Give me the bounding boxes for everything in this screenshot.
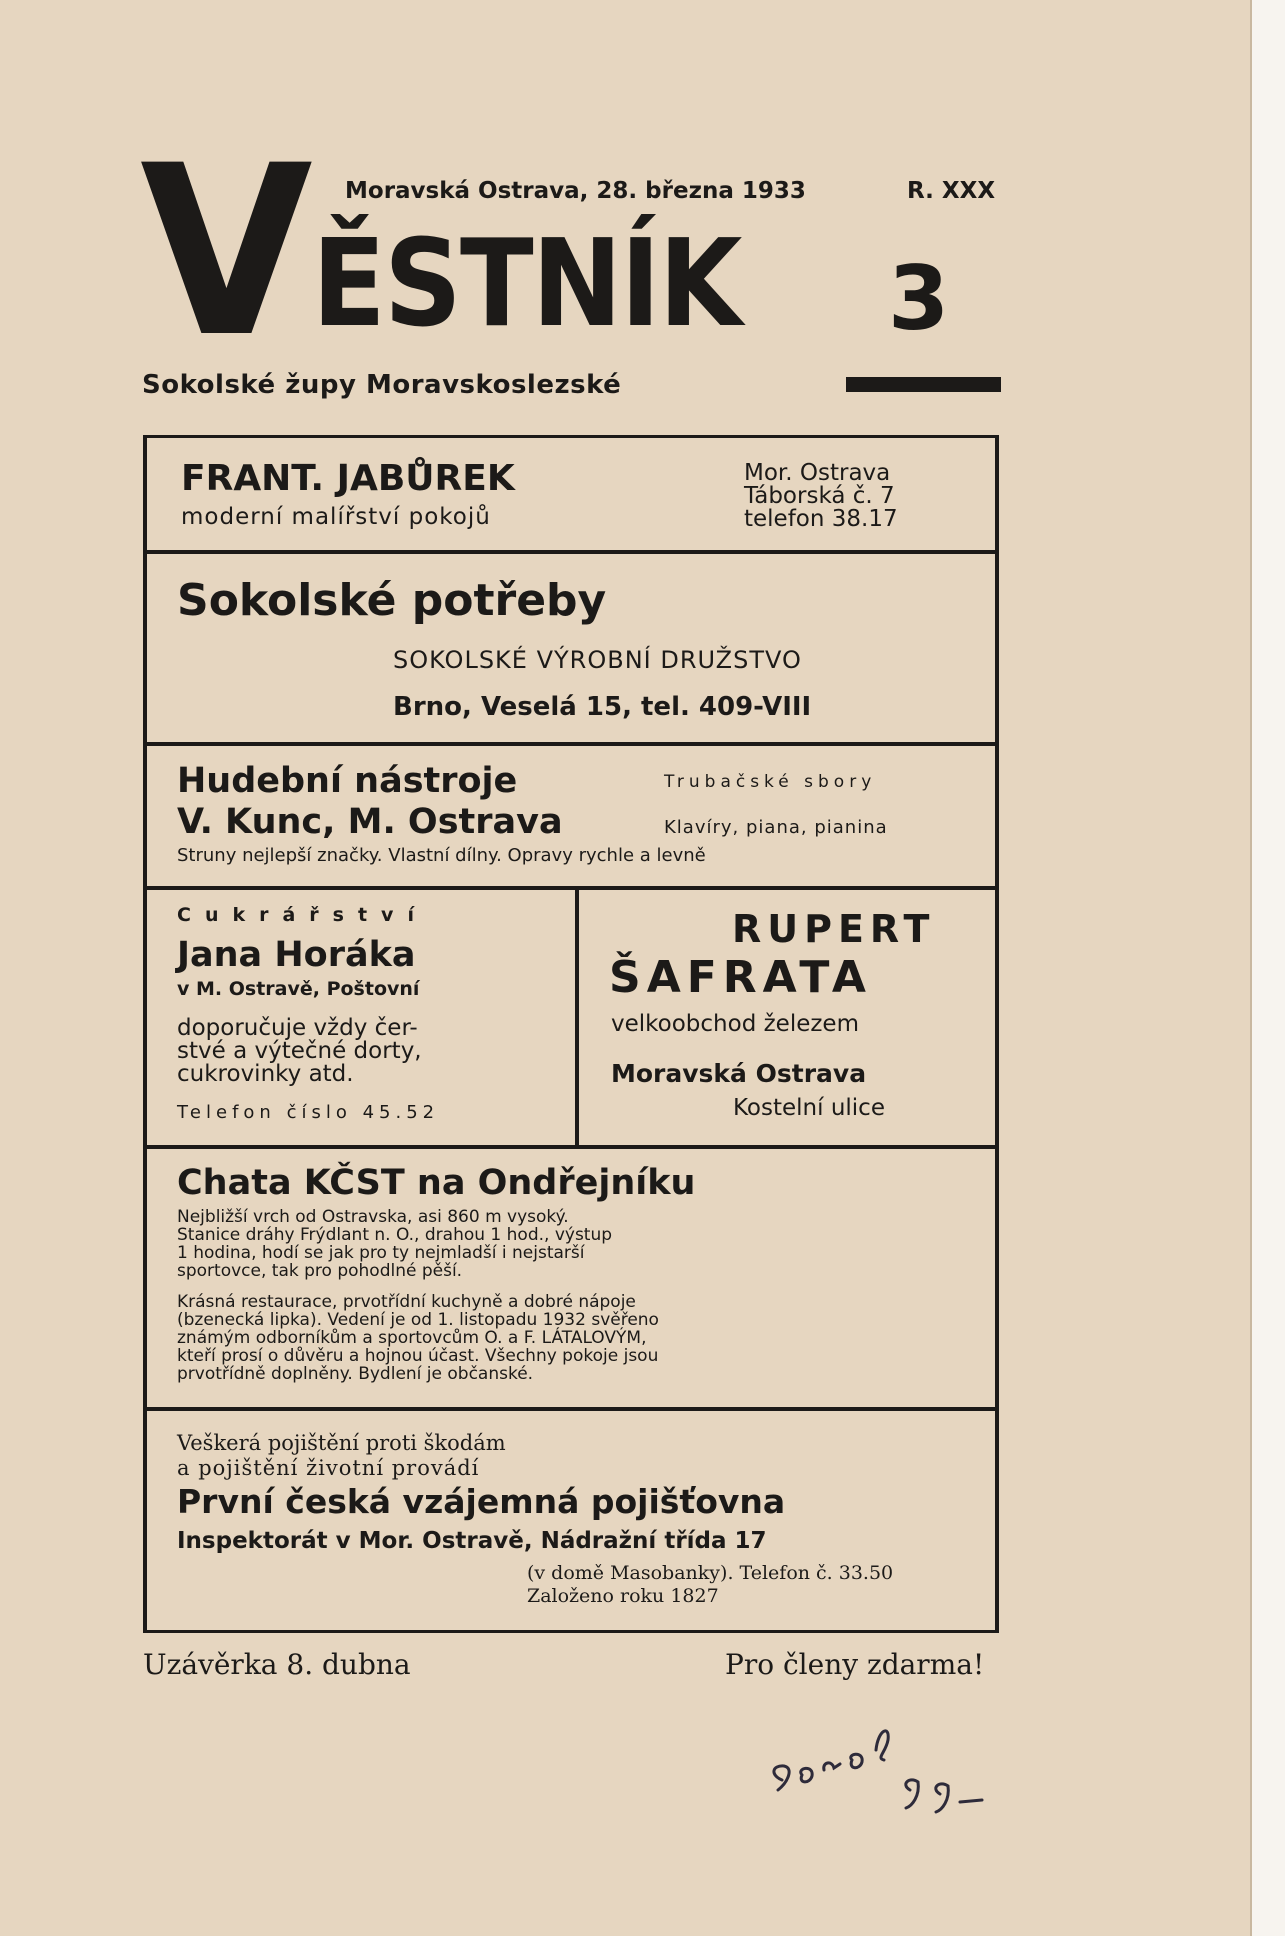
column-divider bbox=[575, 890, 579, 1145]
pojistovna-line1: Veškerá pojištění proti škodám bbox=[177, 1431, 506, 1455]
handwritten-text: Sokol 99- bbox=[760, 1720, 765, 1721]
subtitle: Sokolské župy Moravskoslezské bbox=[142, 370, 622, 400]
chata-p1-line: Stanice dráhy Frýdlant n. O., drahou 1 hod., výstup bbox=[177, 1225, 613, 1245]
horak-line2: stvé a výtečné dorty, bbox=[177, 1038, 422, 1064]
kunc-tag-klaviry: Klavíry, piana, pianina bbox=[664, 817, 888, 838]
title-initial: V bbox=[140, 116, 313, 389]
safrata-name1: RUPERT bbox=[732, 907, 936, 951]
pojistovna-founded: Založeno roku 1827 bbox=[527, 1585, 719, 1607]
advertisement-frame bbox=[143, 435, 999, 1633]
potreby-company: SOKOLSKÉ VÝROBNÍ DRUŽSTVO bbox=[393, 646, 802, 674]
dateline: Moravská Ostrava, 28. března 1933 bbox=[345, 178, 806, 204]
divider bbox=[147, 550, 995, 554]
divider bbox=[147, 1145, 995, 1149]
chata-p1-line: sportovce, tak pro pohodlné pěší. bbox=[177, 1261, 463, 1281]
kunc-tag-sbory: Trubačské sbory bbox=[664, 772, 877, 792]
jaburek-city: Mor. Ostrava bbox=[744, 460, 891, 486]
chata-p1-line: Nejbližší vrch od Ostravska, asi 860 m vysoký. bbox=[177, 1207, 569, 1227]
pojistovna-address: Inspektorát v Mor. Ostravě, Nádražní třída 17 bbox=[177, 1528, 767, 1554]
safrata-name2: ŠAFRATA bbox=[609, 952, 872, 1003]
horak-line1: doporučuje vždy čer- bbox=[177, 1015, 418, 1041]
chata-p2-line: prvotřídně doplněny. Bydlení je občanské. bbox=[177, 1364, 534, 1384]
horak-name: Jana Horáka bbox=[177, 935, 416, 975]
safrata-trade: velkoobchod železem bbox=[611, 1011, 859, 1037]
chata-p2-line: kteří prosí o důvěru a hojnou účast. Všechny pokoje jsou bbox=[177, 1346, 659, 1366]
jaburek-trade: moderní malířství pokojů bbox=[181, 504, 491, 530]
kunc-heading: Hudební nástroje bbox=[177, 761, 518, 801]
deadline-note: Uzávěrka 8. dubna bbox=[143, 1648, 411, 1681]
title-text: ĚSTNÍK bbox=[312, 215, 741, 354]
potreby-address: Brno, Veselá 15, tel. 409-VIII bbox=[393, 692, 812, 722]
scan-background bbox=[1252, 0, 1285, 1936]
horak-line3: cukrovinky atd. bbox=[177, 1061, 354, 1087]
kunc-name: V. Kunc, M. Ostrava bbox=[177, 802, 563, 842]
volume-label: R. XXX bbox=[907, 178, 996, 204]
divider bbox=[147, 742, 995, 746]
divider bbox=[147, 1407, 995, 1411]
jaburek-street: Táborská č. 7 bbox=[744, 483, 895, 509]
chata-p2-line: Krásná restaurace, prvotřídní kuchyně a dobré nápoje bbox=[177, 1292, 636, 1312]
chata-p2-line: (bzenecká lipka). Vedení je od 1. listopadu 1932 svěřeno bbox=[177, 1310, 659, 1330]
potreby-heading: Sokolské potřeby bbox=[177, 575, 607, 626]
jaburek-name: FRANT. JABŮREK bbox=[181, 458, 515, 499]
issue-number: 3 bbox=[888, 247, 950, 350]
pojistovna-line2: a pojištění životní provádí bbox=[177, 1456, 480, 1480]
divider bbox=[147, 886, 995, 890]
horak-label: Cukrářství bbox=[177, 904, 428, 926]
free-note: Pro členy zdarma! bbox=[725, 1648, 985, 1681]
safrata-street: Kostelní ulice bbox=[733, 1095, 885, 1121]
chata-p1-line: 1 hodina, hodí se jak pro ty nejmladší i nejstarší bbox=[177, 1243, 585, 1263]
kunc-footer: Struny nejlepší značky. Vlastní dílny. Opravy rychle a levně bbox=[177, 845, 706, 866]
pojistovna-detail: (v domě Masobanky). Telefon č. 33.50 bbox=[527, 1562, 894, 1584]
jaburek-phone: telefon 38.17 bbox=[744, 506, 898, 532]
horak-phone: Telefon číslo 45.52 bbox=[177, 1102, 440, 1123]
pojistovna-name: První česká vzájemná pojišťovna bbox=[177, 1482, 786, 1521]
issue-bar bbox=[846, 377, 1001, 392]
safrata-city: Moravská Ostrava bbox=[611, 1059, 867, 1088]
handwritten-annotation bbox=[760, 1720, 1060, 1840]
chata-p2-line: známým odborníkům a sportovcům O. a F. LÁTALOVÝM, bbox=[177, 1328, 647, 1348]
chata-heading: Chata KČST na Ondřejníku bbox=[177, 1163, 696, 1203]
horak-address: v M. Ostravě, Poštovní bbox=[177, 978, 420, 1000]
